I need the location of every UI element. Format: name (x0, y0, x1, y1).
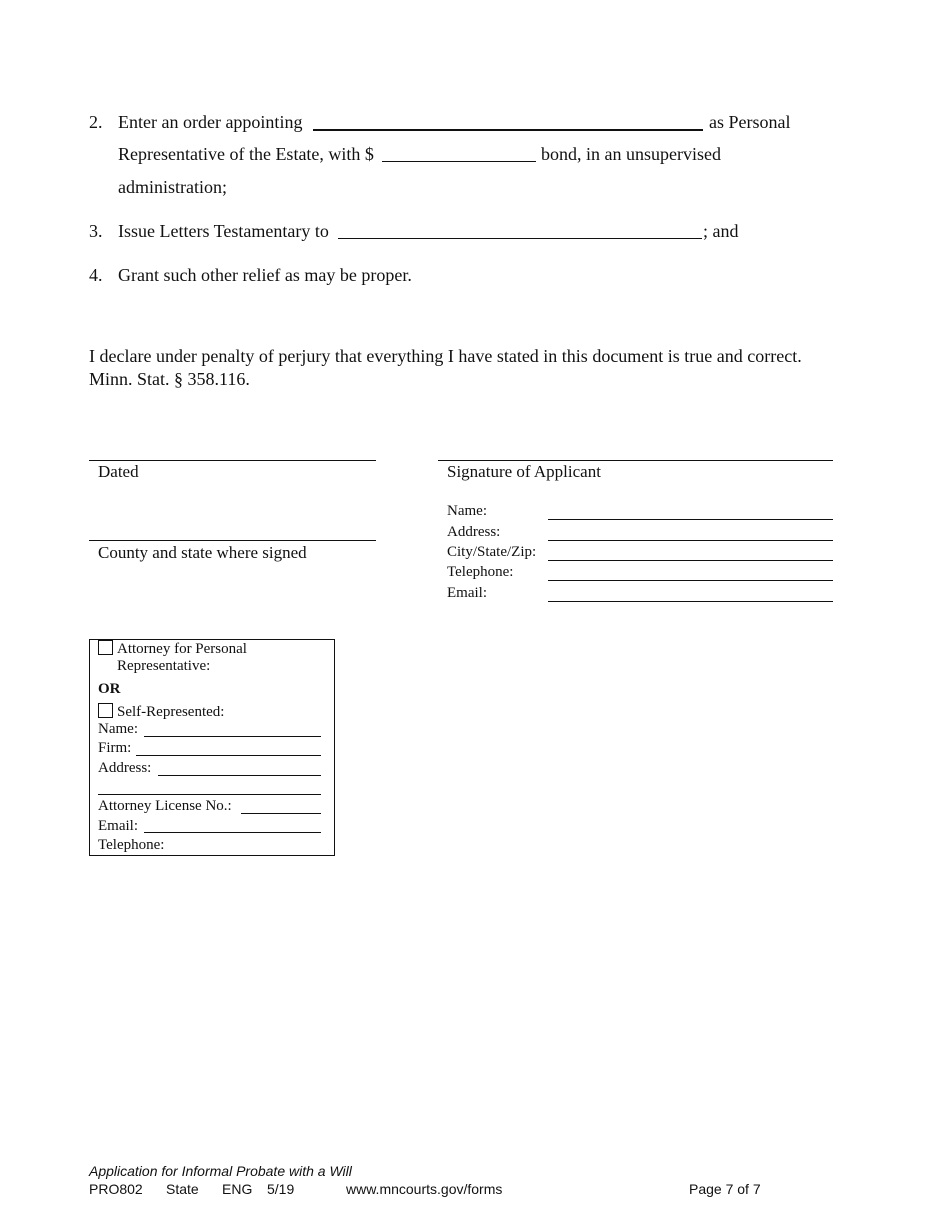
attorney-option-label-cont: Representative: (117, 658, 211, 674)
dated-label: Dated (98, 462, 139, 481)
item-text-line2: Representative of the Estate, with $ (118, 144, 374, 164)
form-code: PRO802 (89, 1181, 143, 1197)
attorney-license-label: Attorney License No.: (98, 798, 232, 814)
form-jurisdiction: State (166, 1181, 199, 1197)
form-language: ENG (222, 1181, 253, 1197)
self-represented-option (98, 703, 224, 721)
attorney-address-line-2[interactable] (98, 794, 321, 795)
applicant-email-label: Email: (447, 585, 487, 601)
item-number: 4. (89, 265, 103, 285)
declaration-line-1: I declare under penalty of perjury that everything I have stated in this document is true and correct. (89, 346, 802, 366)
item-text: Enter an order appointing (118, 112, 303, 132)
signature-label: Signature of Applicant (447, 462, 601, 481)
form-revision: 5/19 (267, 1181, 295, 1197)
attorney-email-label: Email: (98, 818, 138, 834)
self-represented-checkbox[interactable] (98, 703, 113, 718)
applicant-address-line[interactable] (548, 540, 833, 541)
attorney-email-line[interactable] (144, 832, 321, 833)
item-text-line3: administration; (118, 177, 227, 197)
self-represented-label: Self-Represented: (117, 704, 225, 720)
form-website[interactable]: www.mncourts.gov/forms (346, 1181, 503, 1197)
item-text-suffix: as Personal (709, 112, 791, 132)
declaration-line-2: Minn. Stat. § 358.116. (89, 369, 250, 389)
attorney-address-label: Address: (98, 760, 152, 776)
bond-amount-line[interactable] (382, 161, 536, 162)
attorney-name-line[interactable] (144, 736, 321, 737)
item-text: Issue Letters Testamentary to (118, 221, 329, 241)
applicant-name-label: Name: (447, 503, 487, 519)
applicant-email-line[interactable] (548, 601, 833, 602)
signature-line[interactable] (438, 460, 833, 461)
applicant-telephone-label: Telephone: (447, 564, 514, 580)
attorney-option-label: Attorney for Personal (117, 641, 247, 657)
letters-testamentary-name-line[interactable] (338, 238, 702, 239)
attorney-box (89, 639, 335, 856)
personal-representative-name-line[interactable] (313, 129, 703, 131)
item-text: Grant such other relief as may be proper. (118, 265, 412, 285)
applicant-address-label: Address: (447, 524, 501, 540)
or-label: OR (98, 681, 121, 697)
item-number: 2. (89, 112, 103, 132)
attorney-name-label: Name: (98, 721, 138, 737)
county-state-label: County and state where signed (98, 543, 307, 562)
attorney-option (98, 640, 247, 658)
attorney-firm-line[interactable] (136, 755, 321, 756)
item-text-line2-suffix: bond, in an unsupervised (541, 144, 721, 164)
county-state-line[interactable] (89, 540, 376, 541)
applicant-name-line[interactable] (548, 519, 833, 520)
applicant-city-label: City/State/Zip: (447, 544, 537, 560)
attorney-checkbox[interactable] (98, 640, 113, 655)
attorney-license-line[interactable] (241, 813, 321, 814)
attorney-address-line[interactable] (158, 775, 321, 776)
page-number: Page 7 of 7 (689, 1181, 761, 1197)
attorney-firm-label: Firm: (98, 740, 132, 756)
item-text-suffix: ; and (703, 221, 739, 241)
attorney-telephone-label: Telephone: (98, 837, 165, 853)
form-title: Application for Informal Probate with a Will (89, 1163, 352, 1179)
applicant-telephone-line[interactable] (548, 580, 833, 581)
applicant-city-line[interactable] (548, 560, 833, 561)
item-number: 3. (89, 221, 103, 241)
dated-line[interactable] (89, 460, 376, 461)
